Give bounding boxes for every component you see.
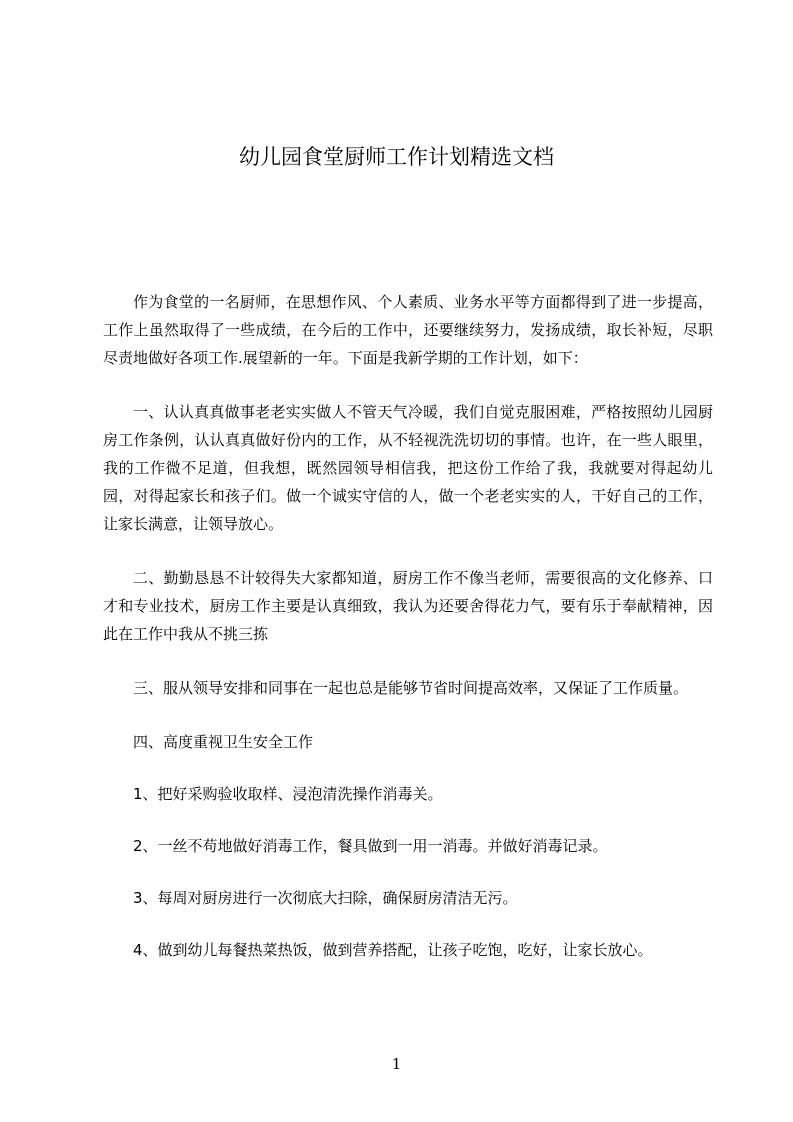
list-item: 1、把好采购验收取样、浸泡清洗操作消毒关。 xyxy=(133,785,443,803)
list-item: 4、做到幼儿每餐热菜热饭，做到营养搭配，让孩子吃饱，吃好，让家长放心。 xyxy=(133,941,653,959)
paragraph-section-1: 一、认认真真做事老老实实做人不管天气冷暖，我们自觉克服困难，严格按照幼儿园厨房工作条例，认认真真做好份内的工作，从不轻视洗洗切切的事情。也许，在一些人眼里，我的工作微不足道，但我想，既然园领导相信我，把这份工作给了我，我就要对得起幼儿园，对得起家长和孩子们。做一个诚实守信的人，做一个老老实实的人，干好自己的工作，让家长满意，让领导放心。 xyxy=(103,403,713,533)
paragraph-intro: 作为食堂的一名厨师，在思想作风、个人素质、业务水平等方面都得到了进一步提高，工作上虽然取得了一些成绩，在今后的工作中，还要继续努力，发扬成绩，取长补短，尽职尽责地做好各项工作.展望新的一年。下面是我新学期的工作计划，如下： xyxy=(103,293,713,367)
paragraph-section-3: 三、服从领导安排和同事在一起也总是能够节省时间提高效率，又保证了工作质量。 xyxy=(133,679,689,697)
paragraph-section-4-heading: 四、高度重视卫生安全工作 xyxy=(133,733,314,751)
document-title: 幼儿园食堂厨师工作计划精选文档 xyxy=(239,145,554,169)
paragraph-section-2: 二、勤勤恳恳不计较得失大家都知道，厨房工作不像当老师，需要很高的文化修养、口才和专业技术，厨房工作主要是认真细致，我认为还要舍得花力气，要有乐于奉献精神，因此在工作中我从不挑三拣 xyxy=(103,569,713,643)
list-item: 2、一丝不苟地做好消毒工作，餐具做到一用一消毒。并做好消毒记录。 xyxy=(133,837,608,855)
page-number: 1 xyxy=(391,1055,402,1073)
document-body xyxy=(103,288,713,988)
list-item: 3、每周对厨房进行一次彻底大扫除，确保厨房清洁无污。 xyxy=(133,889,518,907)
